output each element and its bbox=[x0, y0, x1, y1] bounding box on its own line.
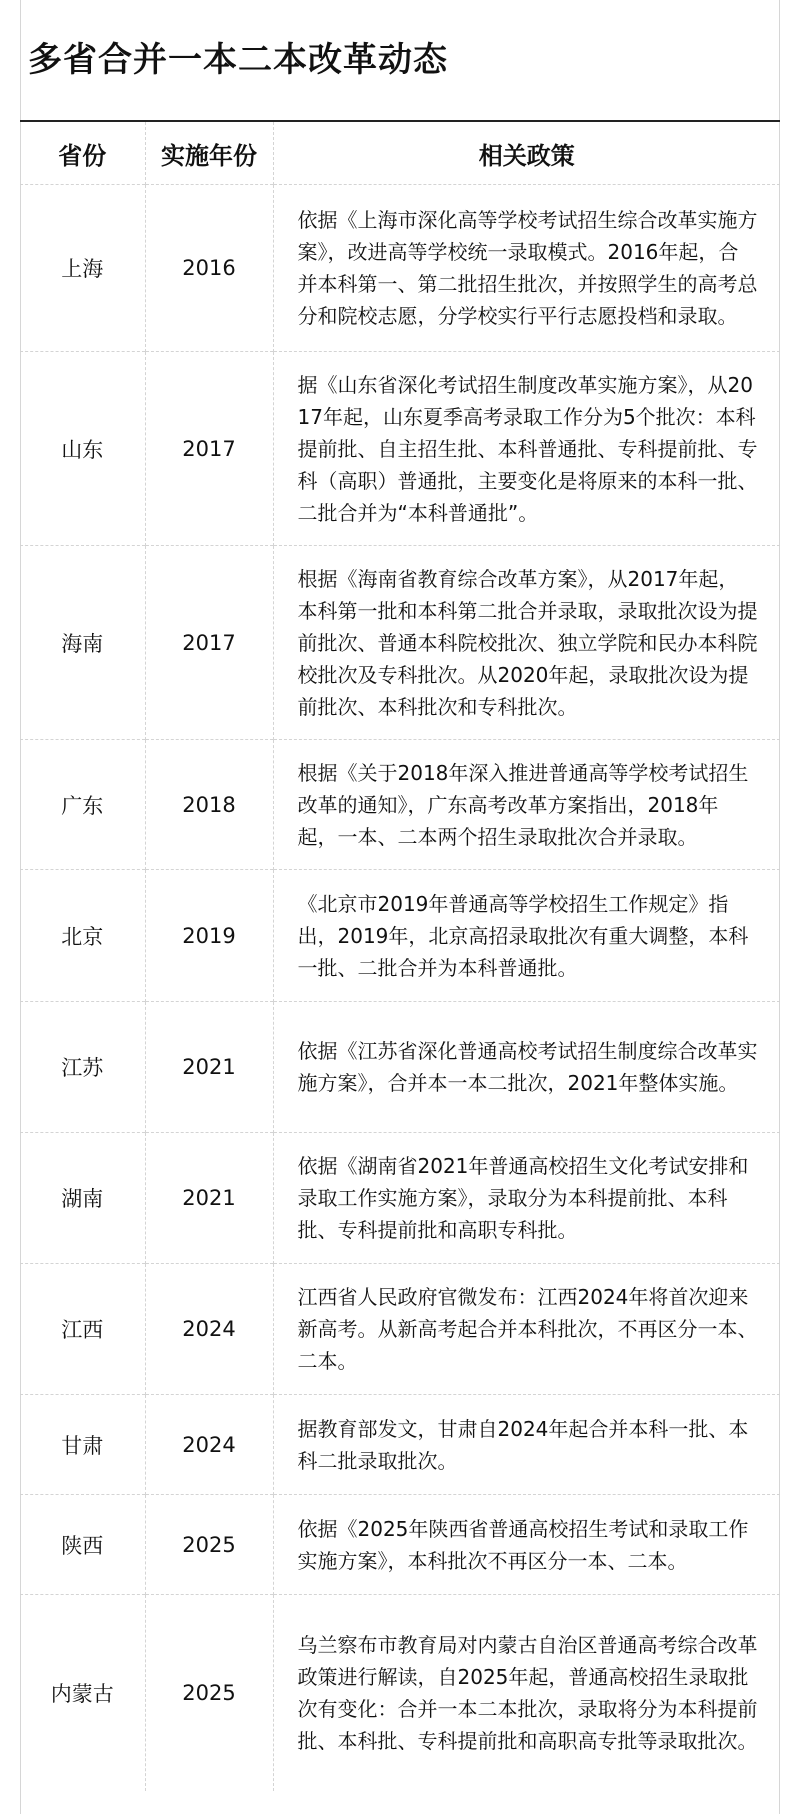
table-row bbox=[20, 740, 780, 870]
header-year: 实施年份 bbox=[145, 122, 273, 185]
table-row bbox=[20, 1395, 780, 1495]
province-cell: 上海 bbox=[20, 185, 145, 352]
province-cell: 江西 bbox=[20, 1264, 145, 1395]
year-cell: 2024 bbox=[145, 1395, 273, 1495]
header-policy: 相关政策 bbox=[273, 122, 780, 185]
policy-cell: 据教育部发文，甘肃自2024年起合并本科一批、本科二批录取批次。 bbox=[273, 1395, 780, 1495]
policy-cell: 依据《江苏省深化普通高校考试招生制度综合改革实施方案》，合并本一本二批次，2021年整体实施。 bbox=[273, 1002, 780, 1133]
table-row bbox=[20, 185, 780, 352]
province-cell: 湖南 bbox=[20, 1133, 145, 1264]
table-row bbox=[20, 546, 780, 740]
table-body bbox=[20, 185, 780, 1791]
policy-cell: 依据《上海市深化高等学校考试招生综合改革实施方案》，改进高等学校统一录取模式。2016年起，合并本科第一、第二批招生批次，并按照学生的高考总分和院校志愿，分学校实行平行志愿投档和录取。 bbox=[273, 185, 780, 352]
table-row bbox=[20, 1133, 780, 1264]
policy-cell: 根据《海南省教育综合改革方案》，从2017年起，本科第一批和本科第二批合并录取，录取批次设为提前批次、普通本科院校批次、独立学院和民办本科院校批次及专科批次。从2020年起，录取批次设为提前批次、本科批次和专科批次。 bbox=[273, 546, 780, 740]
province-cell: 北京 bbox=[20, 870, 145, 1002]
year-cell: 2025 bbox=[145, 1595, 273, 1791]
table-row bbox=[20, 352, 780, 546]
province-cell: 广东 bbox=[20, 740, 145, 870]
table-row bbox=[20, 870, 780, 1002]
year-cell: 2017 bbox=[145, 546, 273, 740]
year-cell: 2025 bbox=[145, 1495, 273, 1595]
table-row bbox=[20, 1495, 780, 1595]
province-cell: 甘肃 bbox=[20, 1395, 145, 1495]
year-cell: 2018 bbox=[145, 740, 273, 870]
table-row bbox=[20, 1002, 780, 1133]
policy-cell: 依据《2025年陕西省普通高校招生考试和录取工作实施方案》，本科批次不再区分一本、二本。 bbox=[273, 1495, 780, 1595]
province-cell: 江苏 bbox=[20, 1002, 145, 1133]
policy-cell: 乌兰察布市教育局对内蒙古自治区普通高考综合改革政策进行解读，自2025年起，普通高校招生录取批次有变化：合并一本二本批次，录取将分为本科提前批、本科批、专科提前批和高职高专批等录取批次。 bbox=[273, 1595, 780, 1791]
header-row bbox=[20, 122, 780, 185]
policy-cell: 《北京市2019年普通高等学校招生工作规定》指出，2019年，北京高招录取批次有重大调整，本科一批、二批合并为本科普通批。 bbox=[273, 870, 780, 1002]
year-cell: 2024 bbox=[145, 1264, 273, 1395]
year-cell: 2016 bbox=[145, 185, 273, 352]
policy-cell: 根据《关于2018年深入推进普通高等学校考试招生改革的通知》，广东高考改革方案指出，2018年起，一本、二本两个招生录取批次合并录取。 bbox=[273, 740, 780, 870]
page-title: 多省合并一本二本改革动态 bbox=[28, 40, 448, 80]
policy-cell: 江西省人民政府官微发布：江西2024年将首次迎来新高考。从新高考起合并本科批次，不再区分一本、二本。 bbox=[273, 1264, 780, 1395]
table-row bbox=[20, 1595, 780, 1791]
table-row bbox=[20, 1264, 780, 1395]
table-header bbox=[20, 122, 780, 185]
year-cell: 2017 bbox=[145, 352, 273, 546]
province-cell: 山东 bbox=[20, 352, 145, 546]
year-cell: 2021 bbox=[145, 1133, 273, 1264]
header-province: 省份 bbox=[58, 141, 107, 170]
province-cell: 陕西 bbox=[20, 1495, 145, 1595]
year-cell: 2019 bbox=[145, 870, 273, 1002]
policy-cell: 据《山东省深化考试招生制度改革实施方案》，从2017年起，山东夏季高考录取工作分为5个批次：本科提前批、自主招生批、本科普通批、专科提前批、专科（高职）普通批，主要变化是将原来的本科一批、二批合并为“本科普通批”。 bbox=[273, 352, 780, 546]
province-cell: 内蒙古 bbox=[20, 1595, 145, 1791]
year-cell: 2021 bbox=[145, 1002, 273, 1133]
policy-cell: 依据《湖南省2021年普通高校招生文化考试安排和录取工作实施方案》，录取分为本科提前批、本科批、专科提前批和高职专科批。 bbox=[273, 1133, 780, 1264]
province-cell: 海南 bbox=[20, 546, 145, 740]
policy-table bbox=[20, 122, 780, 1791]
